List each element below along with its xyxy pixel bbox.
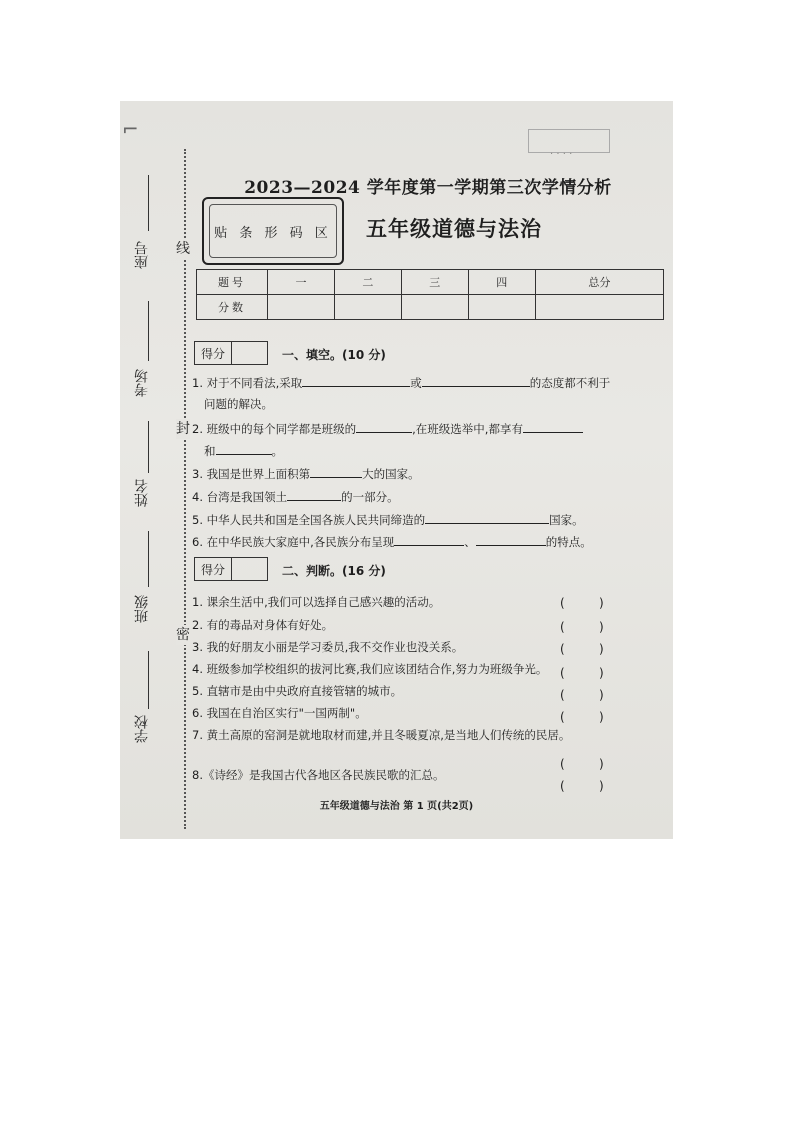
fill-question-3 [192,466,420,482]
judge-question-8: 8.《诗经》是我国古代各地区各民族民歌的汇总。 [192,768,445,782]
question-text: 2. 班级中的每个同学都是班级的 [192,422,357,436]
judge-question-7: 7. 黄土高原的窑洞是就地取材而建,并且冬暖夏凉,是当地人们传统的民居。 [192,728,571,742]
student-name-blank[interactable] [148,421,149,473]
fill-question-1 [192,375,610,391]
score-table-cell: 一 [268,270,335,295]
judge-question-2: 2. 有的毒品对身体有好处。 [192,618,334,632]
question-text: ,在班级选举中,都享有 [412,422,523,436]
score-input-cell[interactable] [535,295,663,320]
answer-blank[interactable] [356,421,412,433]
judge-question-4: 4. 班级参加学校组织的拔河比赛,我们应该团结合作,努力为班级争光。 [192,662,548,676]
answer-blank[interactable] [310,466,362,478]
seat-number-label: 座号 [134,241,150,269]
answer-blank[interactable] [422,375,530,387]
barcode-label: 贴 条 形 码 区 [209,204,337,258]
binding-word-feng: 封 [176,421,190,437]
judge-answer-paren[interactable]: ( ) [560,596,604,610]
fill-question-2 [192,421,583,437]
question-text: 5. 中华人民共和国是全国各族人民共同缔造的 [192,513,426,527]
score-table-cell: 分数 [197,295,268,320]
judge-question-3: 3. 我的好朋友小丽是学习委员,我不交作业也没关系。 [192,640,464,654]
judge-answer-paren[interactable]: ( ) [560,620,604,634]
class-blank[interactable] [148,531,149,587]
score-box-label: 得分 [195,342,232,364]
answer-blank[interactable] [425,512,549,524]
subject-title: 五年级道德与法治 [366,217,542,241]
score-table-cell: 题号 [197,270,268,295]
question-text: 6. 在中华民族大家庭中,各民族分布呈现 [192,535,395,549]
judge-answer-paren[interactable]: ( ) [560,642,604,656]
barcode-area [202,197,344,265]
answer-blank[interactable] [476,534,546,546]
question-text: 国家。 [549,513,584,527]
bleed-through-text: · · · · [550,149,573,160]
judge-question-6: 6. 我国在自治区实行"一国两制"。 [192,706,367,720]
score-box-label: 得分 [195,558,232,580]
judge-answer-paren[interactable]: ( ) [560,710,604,724]
score-input-cell[interactable] [401,295,468,320]
question-text: 3. 我国是世界上面积第 [192,467,311,481]
fill-question-5 [192,512,584,528]
score-table [196,269,664,320]
exam-paper-photo [120,101,673,839]
question-text: 的一部分。 [341,490,399,504]
question-text: 1. 对于不同看法,采取 [192,376,303,390]
score-table-cell: 二 [334,270,401,295]
section2-heading: 二、判断。(16 分) [282,564,386,578]
score-input-cell[interactable] [334,295,401,320]
question-text: 大的国家。 [362,467,420,481]
question-text: 的特点。 [545,535,592,549]
judge-answer-paren[interactable]: ( ) [560,779,604,793]
score-table-header-row [197,270,664,295]
score-table-cell: 三 [401,270,468,295]
question-text: 、 [464,535,476,549]
answer-blank[interactable] [394,534,464,546]
fill-question-6 [192,534,592,550]
judge-answer-paren[interactable]: ( ) [560,757,604,771]
binding-word-xian: 线 [176,241,190,257]
judge-question-1: 1. 课余生活中,我们可以选择自己感兴趣的活动。 [192,595,441,609]
binding-word-mi: 密 [176,627,190,643]
student-name-label: 姓名 [134,479,150,507]
section1-score-box [194,341,268,365]
score-table-score-row [197,295,664,320]
section1-heading: 一、填空。(10 分) [282,348,386,362]
question-text: 和 [204,444,216,458]
exam-room-label: 考场 [134,369,150,397]
answer-blank[interactable] [287,489,341,501]
corner-mark-icon: ⌐ [122,117,139,141]
seat-number-blank[interactable] [148,175,149,231]
question-text: 4. 台湾是我国领土 [192,490,288,504]
page-footer: 五年级道德与法治 第 1 页(共2页) [319,801,474,812]
answer-blank[interactable] [523,421,583,433]
score-table-cell: 四 [468,270,535,295]
question-text: 或 [410,376,422,390]
score-input-cell[interactable] [468,295,535,320]
judge-answer-paren[interactable]: ( ) [560,666,604,680]
fill-question-2-cont [204,443,283,459]
school-label: 学校 [134,715,150,743]
school-blank[interactable] [148,651,149,709]
exam-room-blank[interactable] [148,301,149,361]
score-input-cell[interactable] [268,295,335,320]
answer-blank[interactable] [216,443,272,455]
judge-answer-paren[interactable]: ( ) [560,688,604,702]
fill-question-1-cont: 问题的解决。 [204,397,273,411]
judge-question-5: 5. 直辖市是由中央政府直接管辖的城市。 [192,684,403,698]
question-text: 的态度都不利于 [529,376,611,390]
fill-question-4 [192,489,399,505]
exam-title: 2023—2024 学年度第一学期第三次学情分析 [244,178,612,198]
class-label: 班级 [134,595,150,623]
score-table-cell: 总分 [535,270,663,295]
question-text: 。 [271,444,283,458]
answer-blank[interactable] [302,375,410,387]
section2-score-box [194,557,268,581]
